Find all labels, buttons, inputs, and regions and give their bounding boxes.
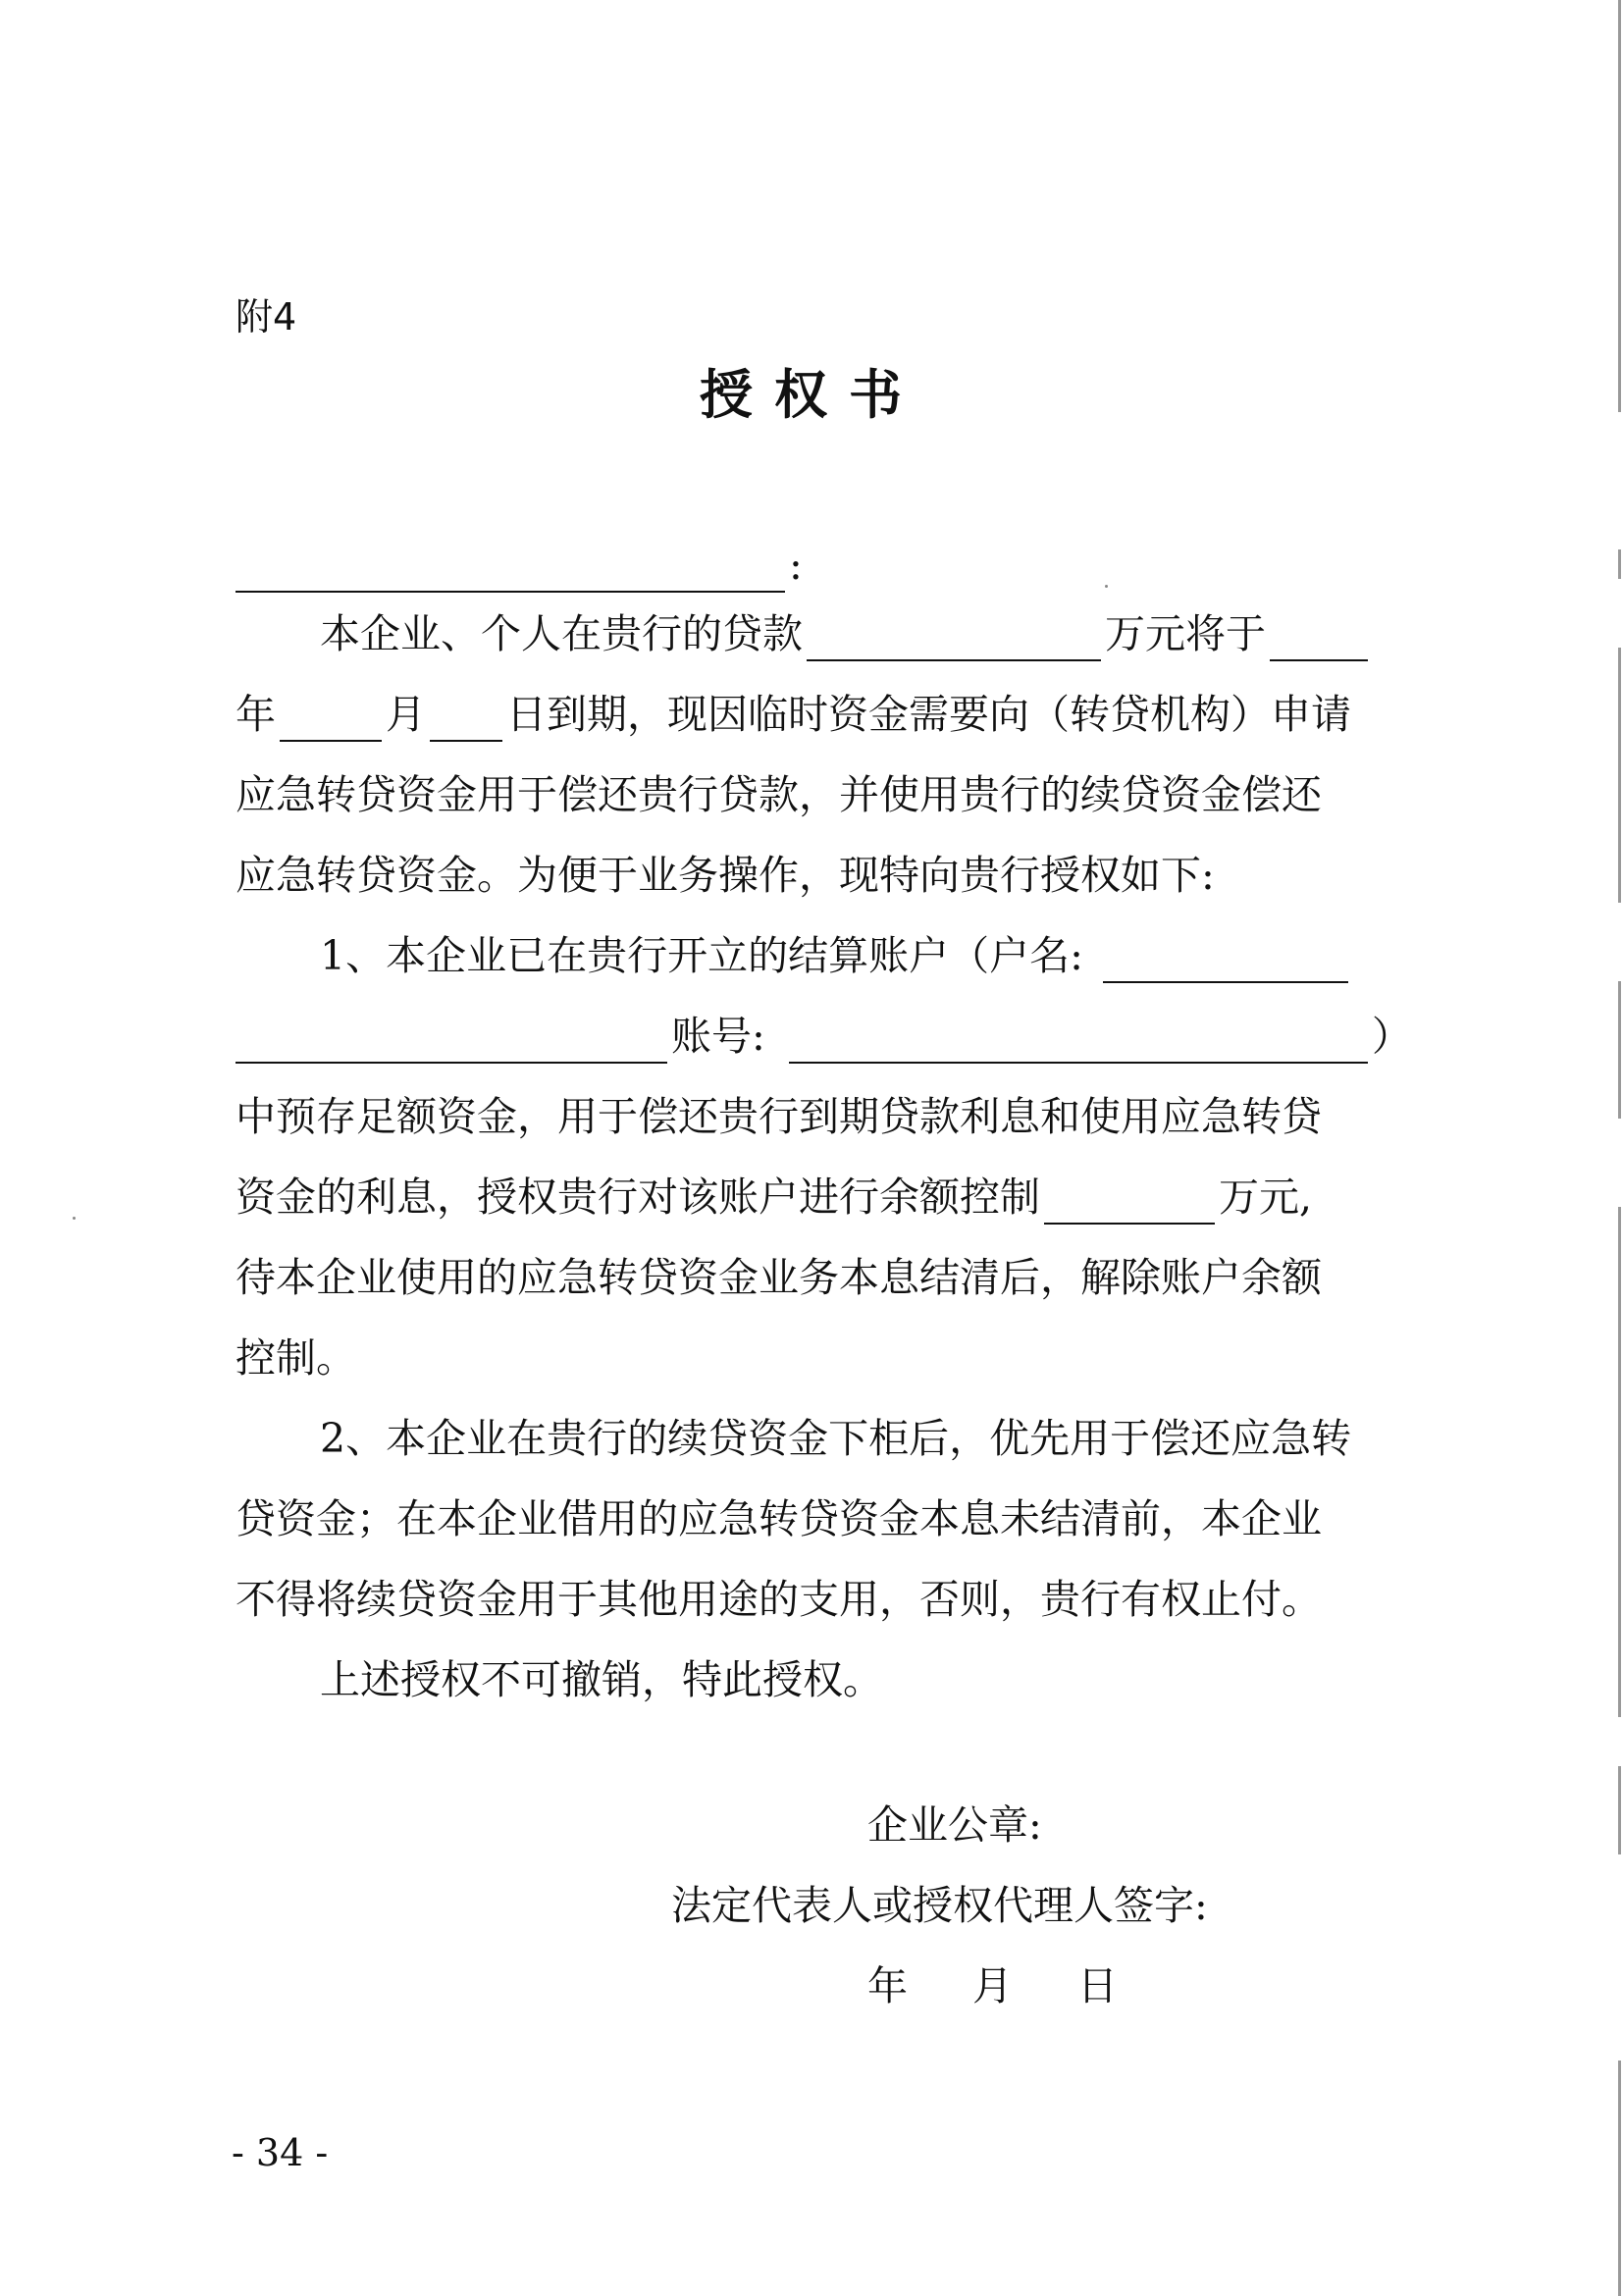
para1-text: 年	[236, 691, 276, 738]
para1-text: 日到期，现因临时资金需要向（转贷机构）申请	[506, 691, 1351, 738]
date-month-label: 月	[972, 1962, 1013, 2009]
signer-label: 法定代表人或授权代理人签字:	[671, 1882, 1208, 1929]
para1-line4: 应急转贷资金。为便于业务操作，现特向贵行授权如下:	[236, 852, 1215, 899]
date-day-label: 日	[1077, 1962, 1118, 2009]
item1-line3: 中预存足额资金，用于偿还贵行到期贷款利息和使用应急转贷	[236, 1093, 1322, 1140]
day-blank[interactable]	[430, 697, 502, 742]
item1-line1	[320, 928, 1352, 987]
item1-text: 万元,	[1219, 1174, 1313, 1221]
para1-text: 本企业、个人在贵行的贷款	[320, 610, 803, 657]
item1-line6: 控制。	[236, 1334, 356, 1382]
loan-amount-blank[interactable]	[807, 616, 1101, 661]
balance-control-blank[interactable]	[1044, 1179, 1215, 1225]
para1-text: 万元将于	[1105, 610, 1266, 657]
item1-text: 资金的利息，授权贵行对该账户进行余额控制	[236, 1174, 1040, 1221]
para1-line2	[236, 687, 1351, 746]
item1-line2	[236, 1009, 1412, 1068]
attachment-label: 附4	[236, 295, 297, 339]
item2-line1: 2、本企业在贵行的续贷资金下柜后，优先用于偿还应急转	[320, 1415, 1352, 1462]
scan-speck	[73, 1217, 76, 1220]
item1-line4	[236, 1170, 1312, 1228]
scan-speck	[1105, 585, 1108, 588]
page-number: - 34 -	[232, 2131, 329, 2174]
item1-text: 1、本企业已在贵行开立的结算账户（户名:	[320, 932, 1083, 979]
account-name-blank[interactable]	[1103, 938, 1348, 983]
company-seal-label: 企业公章:	[867, 1801, 1042, 1849]
year-blank[interactable]	[1270, 616, 1368, 661]
month-blank[interactable]	[280, 697, 382, 742]
item1-line5: 待本企业使用的应急转贷资金业务本息结清后，解除账户余额	[236, 1254, 1322, 1301]
account-name-blank-cont[interactable]	[236, 1018, 667, 1064]
item2-line3: 不得将续贷资金用于其他用途的支用，否则，贵行有权止付。	[236, 1576, 1322, 1623]
scan-edge	[1617, 0, 1623, 2296]
addressee-line	[236, 538, 803, 597]
date-year-label: 年	[867, 1962, 908, 2009]
item1-text: ）	[1371, 1013, 1412, 1060]
signature-date	[867, 1958, 1118, 2017]
addressee-blank[interactable]	[236, 548, 785, 593]
item2-line2: 贷资金；在本企业借用的应急转贷资金本息未结清前，本企业	[236, 1495, 1322, 1542]
document-title: 授权书	[700, 364, 923, 426]
addressee-colon: :	[789, 542, 803, 589]
para1-line3: 应急转贷资金用于偿还贵行贷款，并使用贵行的续贷资金偿还	[236, 771, 1322, 818]
item1-text: 账号:	[671, 1013, 765, 1060]
closing-statement: 上述授权不可撤销，特此授权。	[320, 1656, 883, 1703]
para1-text: 月	[386, 691, 426, 738]
account-number-blank[interactable]	[789, 1018, 1368, 1064]
para1-line1	[320, 606, 1368, 665]
